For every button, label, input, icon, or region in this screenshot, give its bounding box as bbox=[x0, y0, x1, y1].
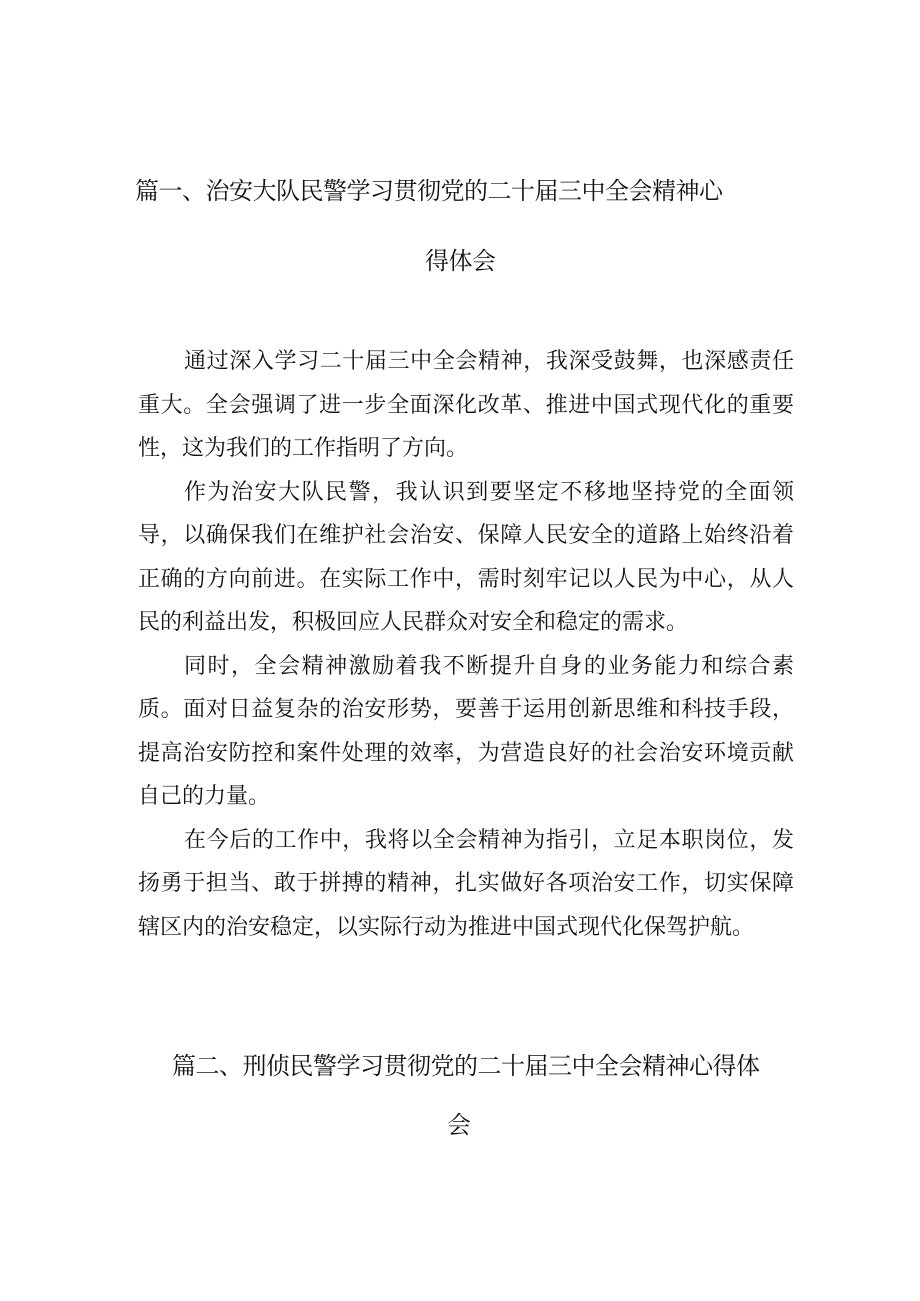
paragraph-1: 通过深入学习二十届三中全会精神，我深受鼓舞，也深感责任重大。全会强调了进一步全面深化改革、推进中国式现代化的重要性，这为我们的工作指明了方向。 bbox=[138, 349, 794, 461]
section1-title-line1: 篇一、治安大队民警学习贯彻党的二十届三中全会精神心 bbox=[135, 177, 723, 205]
paragraph-2: 作为治安大队民警，我认识到要坚定不移地坚持党的全面领导，以确保我们在维护社会治安、保障人民安全的道路上始终沿着正确的方向前进。在实际工作中，需时刻牢记以人民为中心，从人民的利益出发，积极回应人民群众对安全和稳定的需求。 bbox=[138, 479, 794, 635]
section2-title-line1: 篇二、刑侦民警学习贯彻党的二十届三中全会精神心得体 bbox=[172, 1052, 760, 1080]
paragraph-4: 在今后的工作中，我将以全会精神为指引，立足本职岗位，发扬勇于担当、敢于拼搏的精神，扎实做好各项治安工作，切实保障辖区内的治安稳定，以实际行动为推进中国式现代化保驾护航。 bbox=[138, 827, 794, 940]
section1-title-line2: 得体会 bbox=[425, 247, 496, 275]
section1-body bbox=[138, 340, 794, 949]
paragraph-3: 同时，全会精神激励着我不断提升自身的业务能力和综合素质。面对日益复杂的治安形势，要善于运用创新思维和科技手段，提高治安防控和案件处理的效率，为营造良好的社会治安环境贡献自己的力量。 bbox=[138, 653, 794, 809]
section2-title-line2: 会 bbox=[447, 1111, 471, 1139]
